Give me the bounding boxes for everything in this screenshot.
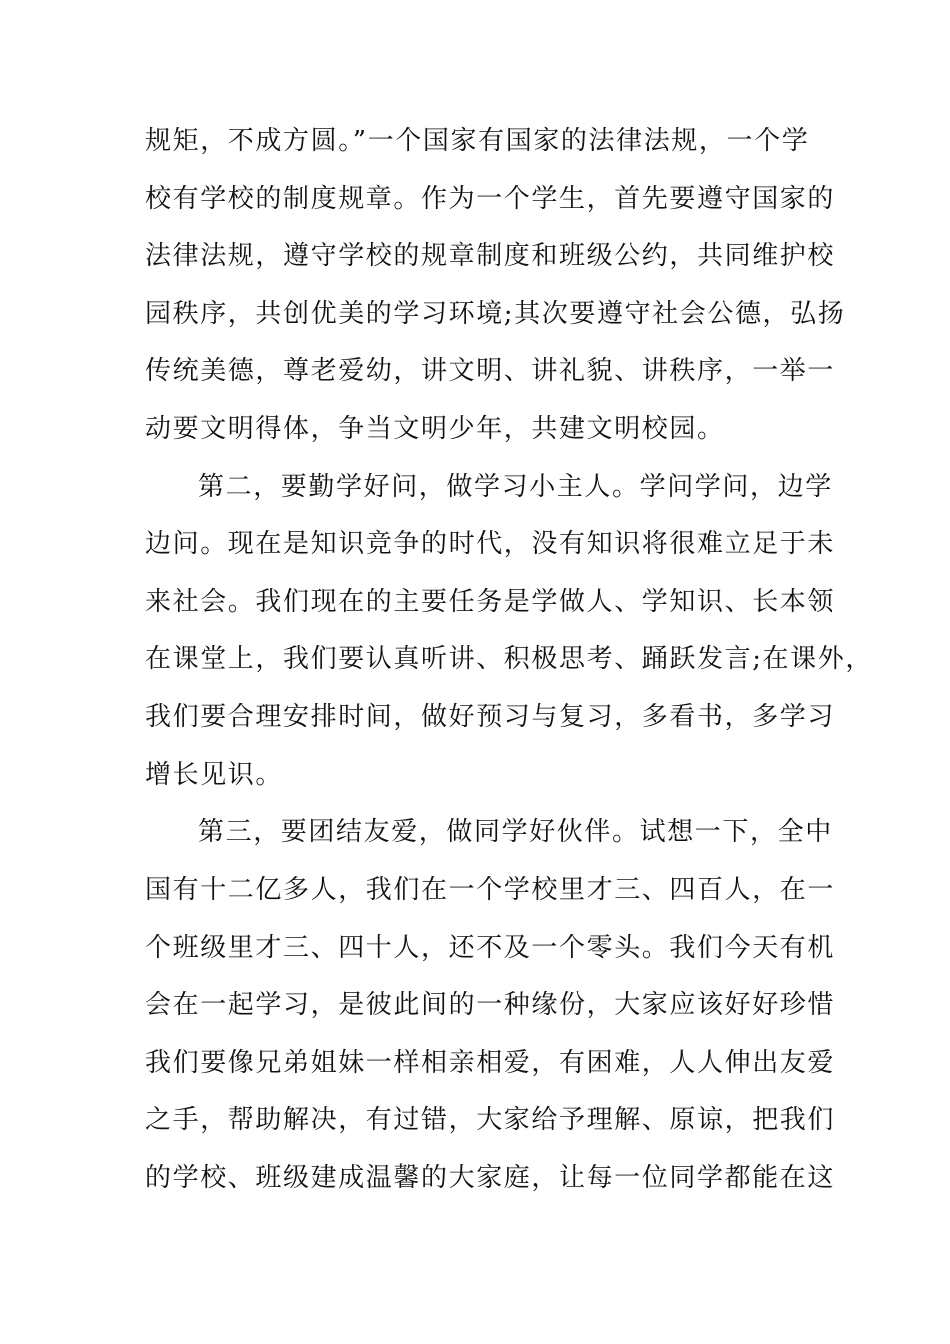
- paragraph-start-line: 第二，要勤学好问，做学习小主人。学问学问，边学: [198, 472, 833, 502]
- text-line: 增长见识。: [145, 760, 284, 790]
- text-line: 国有十二亿多人，我们在一个学校里才三、四百人，在一: [145, 875, 836, 905]
- text-line: 规矩，不成方圆。”一个国家有国家的法律法规，一个学: [145, 126, 810, 156]
- text-line: 传统美德，尊老爱幼，讲文明、讲礼貌、讲秩序，一举一: [145, 356, 836, 386]
- text-line: 在课堂上，我们要认真听讲、积极思考、踊跃发言;在课外，: [145, 644, 873, 674]
- text-line: 之手，帮助解决，有过错，大家给予理解、原谅，把我们: [145, 1105, 836, 1135]
- text-line: 动要文明得体，争当文明少年，共建文明校园。: [145, 414, 725, 444]
- text-line: 我们要像兄弟姐妹一样相亲相爱，有困难，人人伸出友爱: [145, 1048, 836, 1078]
- text-line: 法律法规，遵守学校的规章制度和班级公约，共同维护校: [145, 241, 836, 271]
- text-line: 边问。现在是知识竞争的时代，没有知识将很难立足于未: [145, 529, 836, 559]
- text-line: 我们要合理安排时间，做好预习与复习，多看书，多学习: [145, 702, 836, 732]
- text-line: 会在一起学习，是彼此间的一种缘份，大家应该好好珍惜: [145, 990, 836, 1020]
- text-line: 来社会。我们现在的主要任务是学做人、学知识、长本领: [145, 587, 836, 617]
- text-line: 校有学校的制度规章。作为一个学生，首先要遵守国家的: [145, 184, 836, 214]
- text-line: 园秩序，共创优美的学习环境;其次要遵守社会公德，弘扬: [145, 299, 846, 329]
- text-line: 的学校、班级建成温馨的大家庭，让每一位同学都能在这: [145, 1163, 836, 1193]
- paragraph-start-line: 第三，要团结友爱，做同学好伙伴。试想一下，全中: [198, 817, 833, 847]
- text-line: 个班级里才三、四十人，还不及一个零头。我们今天有机: [145, 933, 836, 963]
